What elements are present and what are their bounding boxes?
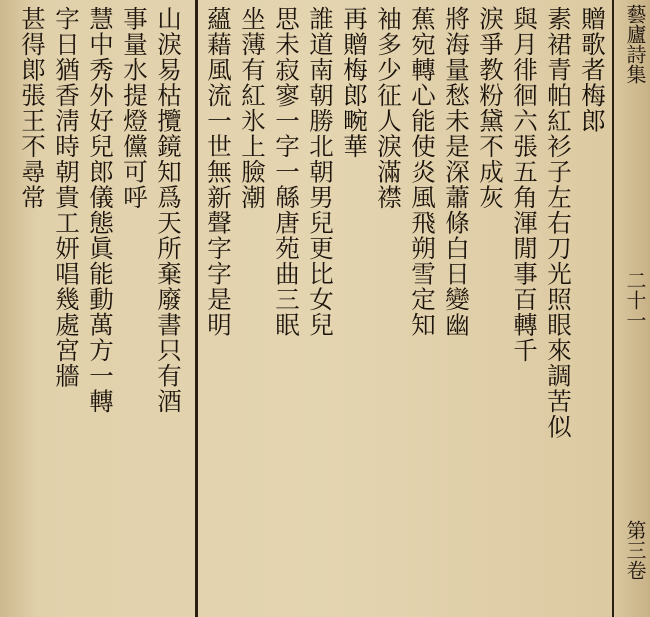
text-column: 字日猶香淸時朝貴工妍唱幾處宮牆 xyxy=(52,6,81,389)
text-column: 將海量愁未是深蕭條白日變幽 xyxy=(442,6,471,338)
text-column: 淚爭教粉黛不成灰 xyxy=(476,6,505,210)
text-column: 蘊藉風流一世無新聲字字是明 xyxy=(204,6,233,338)
text-column: 袖多少征人淚滿襟 xyxy=(374,6,403,210)
text-column: 事量水提燈儻可呼 xyxy=(120,6,149,210)
text-column: 與月徘徊六張五角渾閒事百轉千 xyxy=(510,6,539,363)
folio-number: 二十一 xyxy=(623,270,647,330)
text-column: 慧中秀外好兒郎儀態眞能動萬方一轉 xyxy=(86,6,115,414)
margin-rule xyxy=(612,0,614,617)
text-column: 蕉宛轉心能使炎風飛朔雪定知 xyxy=(408,6,437,338)
text-column: 思未寂寥一字一緜唐苑曲三眠 xyxy=(272,6,301,338)
page-fold-rule xyxy=(195,0,198,617)
poem-title-1: 贈歌者梅郎 xyxy=(578,6,607,134)
text-column: 素裙青帕紅衫子左右刀光照眼來調苦似 xyxy=(544,6,573,440)
text-column: 山淚易枯攬鏡知爲天所棄廢書只有酒 xyxy=(154,6,183,414)
text-column: 甚得郞張王不尋常 xyxy=(18,6,47,210)
text-column: 誰道南朝勝北朝男兒更比女兒 xyxy=(306,6,335,338)
volume-tab: 第三卷 xyxy=(623,520,647,580)
poem-title-2: 再贈梅郎畹華 xyxy=(340,6,369,159)
book-title-tab: 藝廬詩集 xyxy=(623,4,647,84)
text-column: 坐薄有紅氷上臉潮 xyxy=(238,6,267,210)
